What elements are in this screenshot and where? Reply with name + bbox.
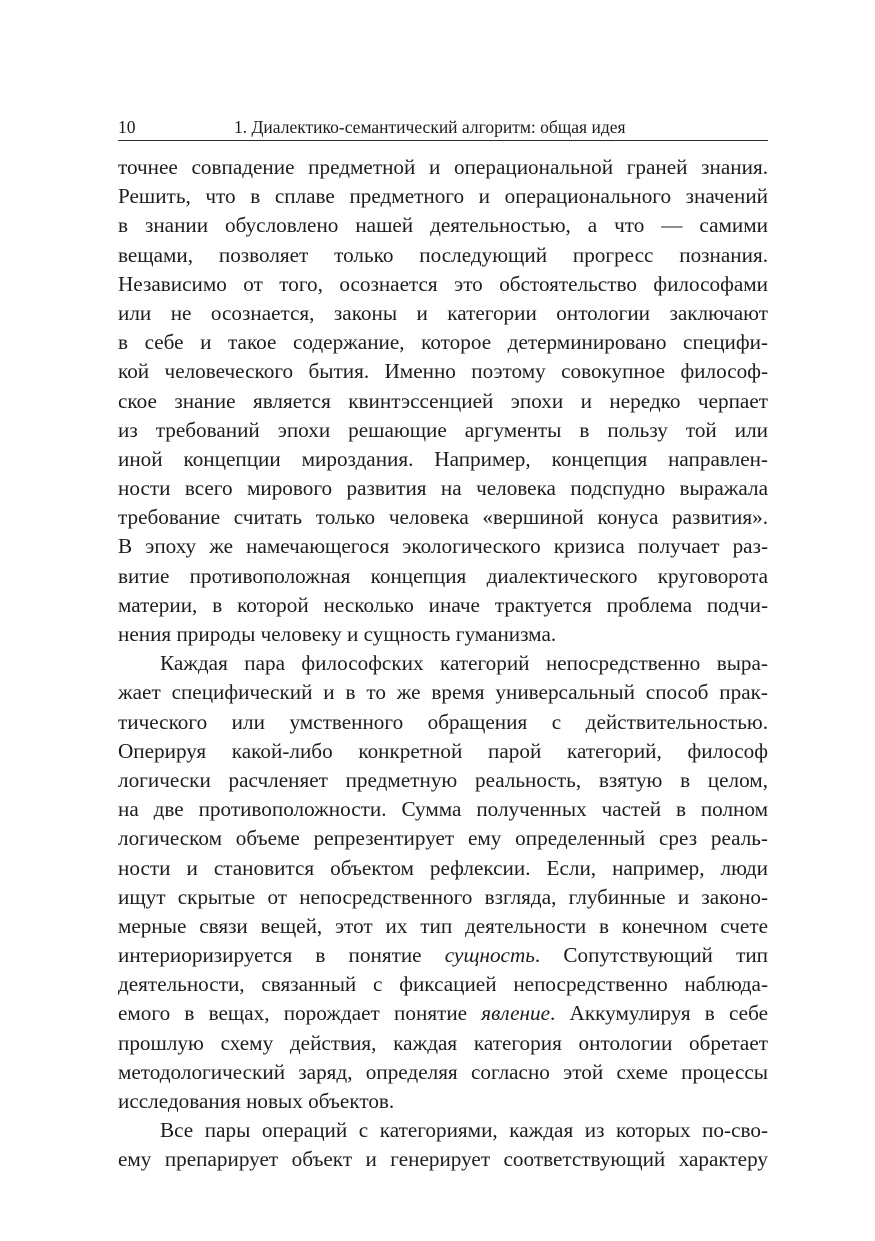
italic-term: явление	[481, 1001, 551, 1026]
chapter-title: 1. Диалектико-семантический алгоритм: общая идея	[234, 117, 626, 137]
text-line: логическом объеме репрезентирует ему определенный срез реаль-	[118, 826, 768, 851]
text-line: иной концепции мироздания. Например, концепция направлен-	[118, 446, 768, 471]
text-line: жает специфический и в то же время универсальный способ прак-	[118, 680, 768, 705]
text-line: вещами, позволяет только последующий прогресс познания.	[118, 242, 768, 267]
text-line: витие противоположная концепция диалектического круговорота	[118, 563, 768, 588]
body-text	[118, 153, 768, 1175]
text-line: материи, в которой несколько иначе трактуется проблема подчи-	[118, 592, 768, 617]
text-line: Каждая пара философских категорий непосредственно выра-	[160, 651, 768, 676]
text-line: ищут скрытые от непосредственного взгляда, глубинные и законо-	[118, 884, 768, 909]
text-line: точнее совпадение предметной и операциональной граней знания.	[118, 155, 768, 179]
text-run: . Сопутствующий тип	[534, 943, 768, 968]
text-line: ности и становится объектом рефлексии. Если, например, люди	[118, 855, 768, 880]
text-line: Решить, что в сплаве предметного и операционального значений	[118, 184, 768, 209]
text-line: из требований эпохи решающие аргументы в пользу той или	[118, 417, 768, 442]
text-run: емого в вещах, порождает понятие	[118, 1001, 468, 1026]
text-line-with-italic	[118, 941, 768, 970]
text-line: в знании обусловлено нашей деятельностью, а что — самими	[118, 213, 768, 238]
page-number: 10	[118, 117, 136, 137]
text-line: или не осознается, законы и категории онтологии заключают	[118, 300, 768, 325]
text-line: деятельности, связанный с фиксацией непосредственно наблюда-	[118, 972, 768, 997]
text-line: требование считать только человека «вершиной конуса развития».	[118, 505, 768, 530]
text-line: Независимо от того, осознается это обстоятельство философами	[118, 271, 768, 296]
text-line: ское знание является квинтэссенцией эпохи и нередко черпает	[118, 388, 768, 413]
text-line: Все пары операций с категориями, каждая из которых по-сво-	[160, 1118, 768, 1143]
text-line: кой человеческого бытия. Именно поэтому совокупное философ-	[118, 359, 768, 384]
header-rule	[118, 140, 768, 141]
text-line: нения природы человеку и сущность гуманизма.	[118, 622, 557, 646]
text-line: прошлую схему действия, каждая категория онтологии обретает	[118, 1030, 768, 1055]
text-line: В эпоху же намечающегося экологического кризиса получает раз-	[118, 534, 768, 559]
paragraph-3	[118, 1116, 768, 1174]
text-run: . Аккумулируя в себе	[550, 1001, 768, 1026]
text-line: ности всего мирового развития на человека подспудно выражала	[118, 476, 768, 501]
paragraph-2	[118, 649, 768, 1116]
text-line: тического или умственного обращения с действительностью.	[118, 709, 768, 734]
text-line: на две противоположности. Сумма полученных частей в полном	[118, 797, 768, 822]
text-run: интериоризируется в понятие	[118, 943, 422, 968]
text-line: методологический заряд, определяя согласно этой схеме процессы	[118, 1059, 768, 1084]
text-line: мерные связи вещей, этот их тип деятельности в конечном счете	[118, 913, 768, 938]
text-line: в себе и такое содержание, которое детерминировано специфи-	[118, 330, 768, 355]
text-line: Оперируя какой-либо конкретной парой категорий, философ	[118, 738, 768, 763]
italic-term: сущность	[444, 943, 535, 968]
text-line: исследования новых объектов.	[118, 1089, 395, 1113]
text-line: логически расчленяет предметную реальность, взятую в целом,	[118, 767, 768, 792]
paragraph-1	[118, 153, 768, 649]
text-line-with-italic	[118, 999, 768, 1028]
running-head	[118, 116, 768, 138]
text-line: ему препарирует объект и генерирует соответствующий характеру	[118, 1147, 768, 1172]
